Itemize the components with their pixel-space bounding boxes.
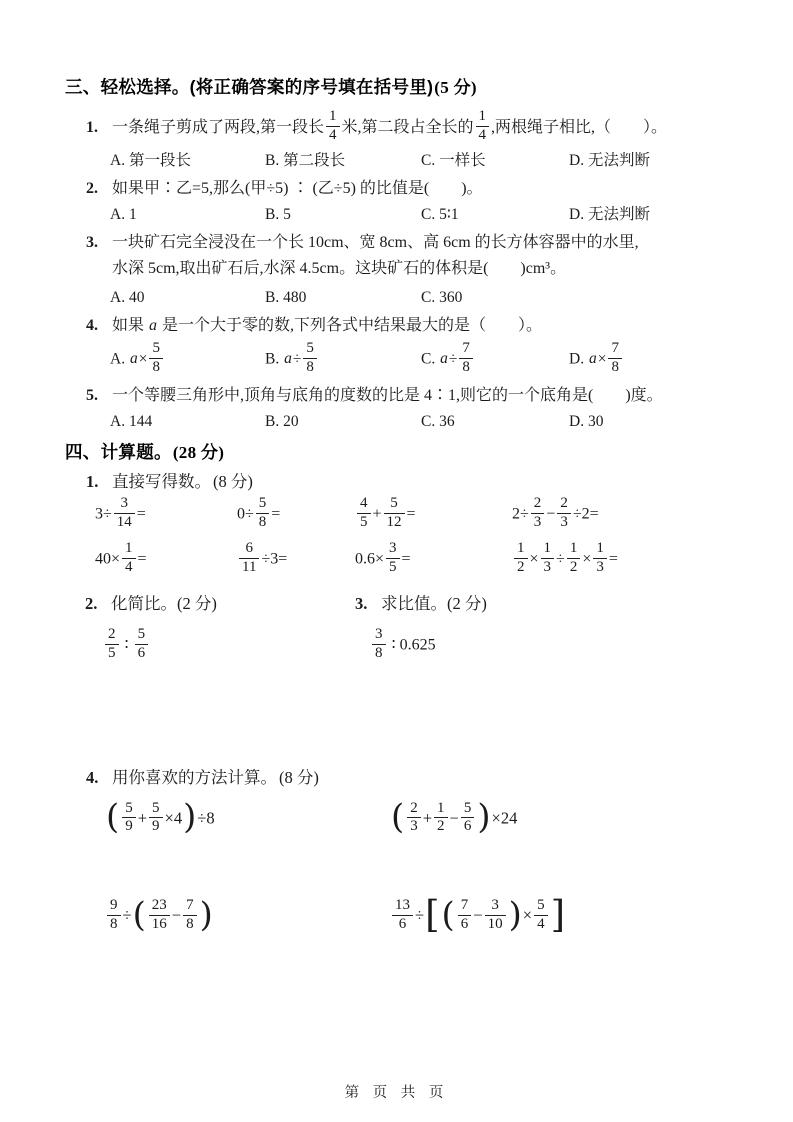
section4-score: (28 分) xyxy=(172,442,225,462)
sub1-label: 直接写得数。 xyxy=(112,471,211,491)
question-2-number: 2. xyxy=(86,179,98,197)
find-ratio-expr: $\frac{3}{8}$ ∶ 0.625 xyxy=(370,628,749,664)
calc-expr-6: $\frac{6}{11}$ ÷3= xyxy=(237,542,355,578)
question-2-option-d: D. 无法判断 xyxy=(569,205,650,223)
sub2-number: 2. xyxy=(85,593,98,613)
question-5-option-b: B. 20 xyxy=(265,412,299,430)
question-2-line xyxy=(86,177,749,200)
sub2-score: (2 分) xyxy=(177,593,217,613)
question-4-option-b: B. a÷ $\frac{5}{8}$ xyxy=(265,342,421,378)
sub3-title xyxy=(355,592,749,615)
question-1-option-d: D. 无法判断 xyxy=(569,151,650,169)
question-1-options xyxy=(110,150,749,171)
calc-expr-1: 3÷ $\frac{3}{14}$ = xyxy=(95,495,146,531)
question-1-option-b: B. 第二段长 xyxy=(265,151,346,169)
question-5-option-a: A. 144 xyxy=(110,412,153,430)
question-3-line1 xyxy=(86,231,749,254)
work-row-2 xyxy=(105,893,749,937)
section3-heading xyxy=(65,76,749,99)
question-1-option-c: C. 一样长 xyxy=(421,151,486,169)
simplify-ratio-expr: $\frac{2}{5}$ ∶ $\frac{5}{6}$ xyxy=(103,628,355,664)
calc-expr-5: 40× $\frac{1}{4}$ = xyxy=(95,540,147,576)
section4-heading xyxy=(65,441,749,464)
work-expr-1: ( $\frac{5}{9}$ + $\frac{5}{9}$ ×4)÷8 xyxy=(106,797,215,837)
calc-expr-4: 2÷ $\frac{2}{3}$ − $\frac{2}{3}$ ÷2= xyxy=(512,495,599,531)
calc-expr-3: $\frac{4}{5}$ + $\frac{5}{12}$ = xyxy=(355,497,512,533)
question-5-option-c: C. 36 xyxy=(421,412,455,430)
sub4-score: (8 分) xyxy=(279,767,319,787)
question-1-line xyxy=(86,110,749,146)
section3-score: (5 分) xyxy=(434,78,477,97)
question-4-line xyxy=(86,314,749,337)
find-ratio-cell xyxy=(355,592,749,664)
question-5-options xyxy=(110,411,749,432)
question-1-number: 1. xyxy=(86,118,98,136)
work-expr-3: $\frac{9}{8}$ ÷( $\frac{23}{16}$ − $\frac{7}{8}$ ) xyxy=(105,899,390,935)
question-5 xyxy=(65,384,749,432)
sub1-score: (8 分) xyxy=(213,471,253,491)
sub3-score: (2 分) xyxy=(447,593,487,613)
question-4-options xyxy=(110,339,749,381)
sub4-title xyxy=(86,766,749,789)
question-4 xyxy=(65,314,749,381)
calc-expr-8: $\frac{1}{2}$ × $\frac{1}{3}$ ÷ $\frac{1}{2}$ × $\frac{1}{3}$ = xyxy=(512,542,749,578)
calc-expr-2: 0÷ $\frac{5}{8}$ = xyxy=(237,495,281,531)
work-expr-4: $\frac{13}{6}$ ÷[( $\frac{7}{6}$ − $\frac{3}{10}$ )× $\frac{5}{4}$ ] xyxy=(390,899,749,935)
question-5-text: 一个等腰三角形中,顶角与底角的度数的比是 4∶1,则它的一个底角是( )度。 xyxy=(112,386,663,404)
work-row-1 xyxy=(105,797,749,838)
question-2-option-c: C. 5∶1 xyxy=(421,205,459,223)
question-4-text: 如果 a 是一个大于零的数,下列各式中结果最大的是（ ）。 xyxy=(112,316,543,334)
question-4-number: 4. xyxy=(86,316,98,334)
question-5-number: 5. xyxy=(86,386,98,404)
question-3-text-line2: 水深 5cm,取出矿石后,水深 4.5cm。这块矿石的体积是( )cm³。 xyxy=(112,259,567,277)
question-4-option-c: C. a÷ $\frac{7}{8}$ xyxy=(421,342,569,378)
question-1-text: 一条绳子剪成了两段,第一段长 $\frac{1}{4}$ 米,第二段占全长的 $\frac{1}{4}$ ,两根绳子相比,（ ）。 xyxy=(112,108,668,143)
paper-content xyxy=(65,76,749,935)
sub4-number: 4. xyxy=(86,767,99,787)
question-5-option-d: D. 30 xyxy=(569,412,604,430)
question-1 xyxy=(65,110,749,171)
sub1-title xyxy=(86,470,749,493)
question-3 xyxy=(65,231,749,308)
question-4-option-a: A. a× $\frac{5}{8}$ xyxy=(110,342,265,378)
sub3-label: 求比值。 xyxy=(381,593,447,613)
question-4-option-d: D. a× $\frac{7}{8}$ xyxy=(569,342,749,378)
ratio-block xyxy=(65,592,749,664)
sub4-label: 用你喜欢的方法计算。 xyxy=(112,767,277,787)
quick-calc-row-2 xyxy=(95,538,749,583)
question-3-option-d-empty xyxy=(569,287,749,308)
page-footer: 第 页 共 页 xyxy=(344,1085,449,1101)
question-2-options xyxy=(110,204,749,225)
sub2-title xyxy=(85,592,355,615)
section3-title: 三、轻松选择。(将正确答案的序号填在括号里) xyxy=(65,77,434,97)
work-expr-2: ( $\frac{2}{3}$ + $\frac{1}{2}$ − $\frac{5}{6}$ )×24 xyxy=(391,797,518,837)
question-3-option-b: B. 480 xyxy=(265,288,307,306)
sub2-label: 化简比。 xyxy=(111,593,177,613)
question-3-option-a: A. 40 xyxy=(110,288,145,306)
question-5-line xyxy=(86,384,749,407)
question-3-number: 3. xyxy=(86,233,98,251)
question-3-option-c: C. 360 xyxy=(421,288,463,306)
question-1-option-a: A. 第一段长 xyxy=(110,151,191,169)
question-2-text: 如果甲∶乙=5,那么(甲÷5) ∶ (乙÷5) 的比值是( )。 xyxy=(112,179,483,197)
question-2-option-a: A. 1 xyxy=(110,205,137,223)
section4-title: 四、计算题。 xyxy=(65,441,172,462)
question-3-options xyxy=(110,287,749,308)
question-3-text-line1: 一块矿石完全浸没在一个长 10cm、宽 8cm、高 6cm 的长方体容器中的水里, xyxy=(112,233,639,251)
sub1-number: 1. xyxy=(86,471,99,491)
question-2 xyxy=(65,177,749,225)
calc-expr-7: 0.6× $\frac{3}{5}$ = xyxy=(355,540,411,576)
quick-calc-row-1 xyxy=(95,493,749,538)
simplify-ratio-cell xyxy=(65,592,355,664)
sub3-number: 3. xyxy=(355,593,368,613)
question-2-option-b: B. 5 xyxy=(265,205,291,223)
